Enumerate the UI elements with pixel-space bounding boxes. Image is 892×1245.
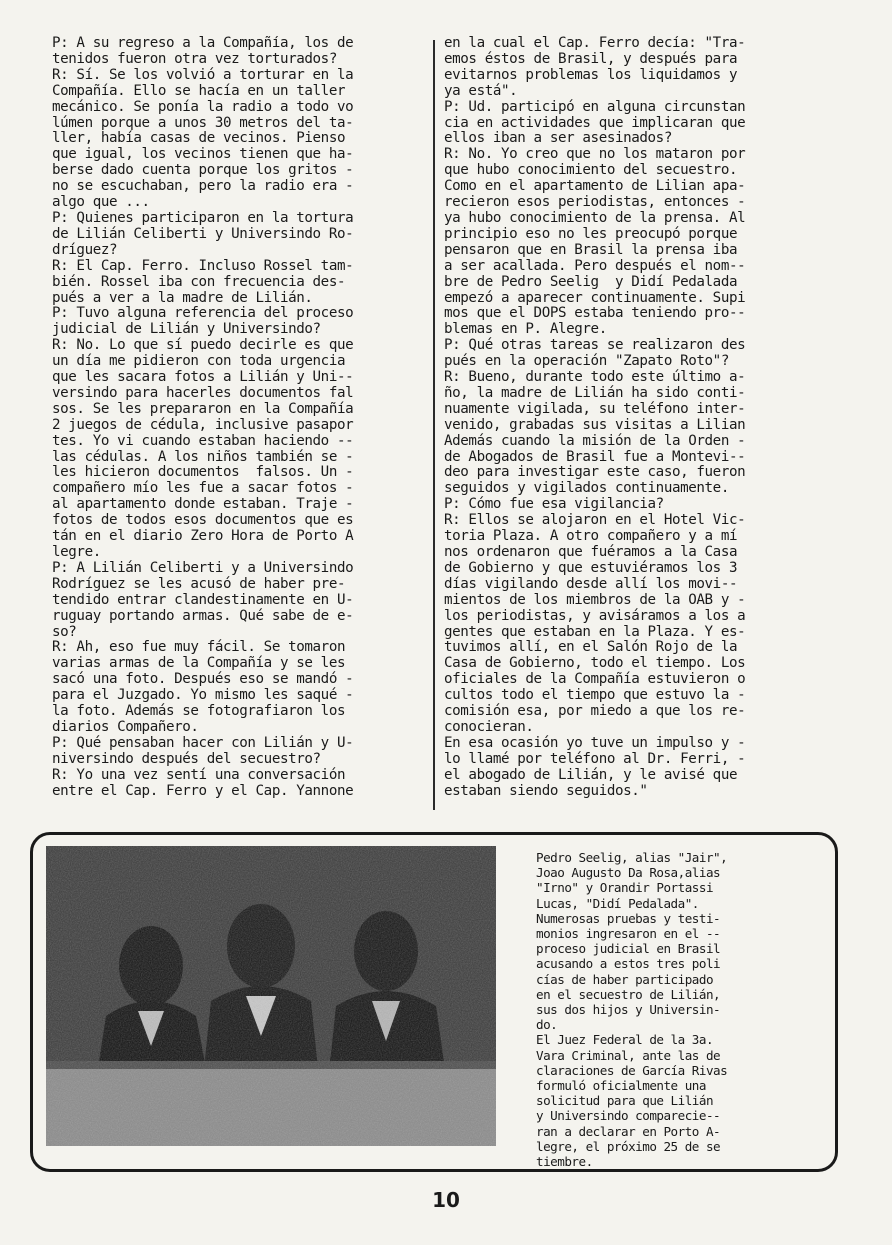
text-line: tán en el diario Zero Hora de Porto A	[52, 528, 354, 545]
text-line: Como en el apartamento de Lilian apa-	[444, 178, 746, 195]
text-line: evitarnos problemas los liquidamos y	[444, 66, 738, 83]
caption-line: Numerosas pruebas y testi-	[536, 910, 721, 926]
caption-line: Joao Augusto Da Rosa,alias	[536, 865, 721, 881]
text-line: mientos de los miembros de la OAB y -	[444, 591, 746, 608]
text-line: entre el Cap. Ferro y el Cap. Yannone	[52, 782, 354, 799]
text-line: bién. Rossel iba con frecuencia des-	[52, 273, 346, 290]
text-line: tes. Yo vi cuando estaban haciendo --	[52, 432, 354, 449]
caption-line: do.	[536, 1017, 558, 1033]
text-line: recieron esos periodistas, entonces -	[444, 194, 746, 211]
text-line: pensaron que en Brasil la prensa iba	[444, 241, 738, 258]
caption-line: solicitud para que Lilián	[536, 1093, 714, 1109]
text-line: versindo para hacerles documentos fal	[52, 384, 354, 401]
text-line: P: Qué pensaban hacer con Lilián y U-	[52, 734, 354, 751]
text-line: que igual, los vecinos tienen que ha-	[52, 146, 354, 163]
text-line: dríguez?	[52, 241, 118, 258]
text-line: R: El Cap. Ferro. Incluso Rossel tam-	[52, 257, 354, 274]
text-line: diarios Compañero.	[52, 718, 199, 735]
text-line: mecánico. Se ponía la radio a todo vo	[52, 98, 354, 115]
text-line: que les sacara fotos a Lilián y Uni--	[52, 369, 354, 386]
text-line: P: A su regreso a la Compañía, los de	[52, 36, 354, 51]
caption-line: formuló oficialmente una	[536, 1078, 706, 1094]
text-line: de Lilián Celiberti y Universindo Ro-	[52, 225, 354, 242]
text-line: empezó a aparecer continuamente. Supi	[444, 289, 746, 306]
text-line: blemas en P. Alegre.	[444, 321, 607, 338]
text-line: al apartamento donde estaban. Traje -	[52, 496, 354, 513]
text-line: conocieran.	[444, 718, 534, 735]
text-line: cultos todo el tiempo que estuvo la -	[444, 687, 746, 704]
text-line: pués en la operación "Zapato Roto"?	[444, 353, 729, 370]
text-line: nos ordenaron que fuéramos a la Casa	[444, 544, 738, 560]
text-line: la foto. Además se fotografiaron los	[52, 703, 346, 720]
text-line: un día me pidieron con toda urgencia	[52, 353, 346, 370]
text-line: ruguay portando armas. Qué sabe de e-	[52, 607, 354, 624]
text-line: niversindo después del secuestro?	[52, 750, 321, 767]
text-line: en la cual el Cap. Ferro decía: "Tra-	[444, 36, 746, 51]
text-line: sacó una foto. Después eso se mandó -	[52, 671, 354, 688]
caption-line: "Irno" y Orandir Portassi	[536, 880, 714, 896]
text-line: Casa de Gobierno, todo el tiempo. Los	[444, 655, 746, 672]
text-line: mos que el DOPS estaba teniendo pro--	[444, 305, 746, 322]
text-line: de Gobierno y que estuviéramos los 3	[444, 559, 738, 576]
text-line: el abogado de Lilián, y le avisé que	[444, 766, 738, 783]
text-line: P: A Lilián Celiberti y a Universindo	[52, 559, 354, 576]
text-line: R: No. Lo que sí puedo decirle es que	[52, 337, 354, 354]
caption-line: cías de haber participado	[536, 971, 714, 987]
text-line: berse dado cuenta porque los gritos -	[52, 162, 354, 179]
photo-caption	[536, 850, 836, 1169]
text-line: toria Plaza. A otro compañero y a mí	[444, 528, 738, 545]
caption-line: ran a declarar en Porto A-	[536, 1123, 721, 1139]
text-line: los periodistas, y avisáramos a los a	[444, 607, 746, 624]
text-line: lo llamé por teléfono al Dr. Ferri, -	[444, 750, 746, 767]
text-line: oficiales de la Compañía estuvieron o	[444, 671, 746, 688]
text-line: R: Sí. Se los volvió a torturar en la	[52, 66, 354, 83]
caption-line: Vara Criminal, ante las de	[536, 1047, 721, 1063]
text-line: para el Juzgado. Yo mismo les saqué -	[52, 687, 354, 704]
text-line: R: Yo una vez sentí una conversación	[52, 766, 346, 783]
caption-line: El Juez Federal de la 3a.	[536, 1032, 714, 1048]
text-line: Además cuando la misión de la Orden -	[444, 432, 746, 449]
text-line: algo que ...	[52, 194, 150, 211]
caption-line: acusando a estos tres poli	[536, 956, 721, 972]
text-line: tenidos fueron otra vez torturados?	[52, 50, 337, 67]
column-divider	[433, 40, 435, 810]
text-line: so?	[52, 623, 77, 640]
text-line: pués a ver a la madre de Lilián.	[52, 289, 313, 306]
text-line: ya está".	[444, 82, 518, 99]
caption-line: claraciones de García Rivas	[536, 1062, 728, 1078]
text-line: bre de Pedro Seelig y Didí Pedalada	[444, 273, 738, 290]
text-line: P: Tuvo alguna referencia del proceso	[52, 305, 354, 322]
text-line: P: Quienes participaron en la tortura	[52, 209, 354, 226]
text-line: tendido entrar clandestinamente en U-	[52, 591, 354, 608]
text-line: 2 juegos de cédula, inclusive pasapor	[52, 416, 354, 433]
text-line: R: Bueno, durante todo este último a-	[444, 369, 746, 386]
text-line: días vigilando desde allí los movi--	[444, 575, 738, 592]
text-line: ya hubo conocimiento de la prensa. Al	[444, 209, 746, 226]
text-line: judicial de Lilián y Universindo?	[52, 321, 321, 338]
text-line: Compañía. Ello se hacía en un taller	[52, 82, 346, 99]
caption-line: legre, el próximo 25 de se	[536, 1138, 721, 1154]
text-line: no se escuchaban, pero la radio era -	[52, 178, 354, 195]
text-line: ño, la madre de Lilián ha sido conti-	[444, 384, 746, 401]
text-line: sos. Se les prepararon en la Compañía	[52, 400, 354, 417]
text-line: estaban siendo seguidos."	[444, 782, 648, 799]
text-line: gentes que estaban en la Plaza. Y es-	[444, 623, 746, 640]
text-line: las cédulas. A los niños también se -	[52, 448, 354, 465]
text-line: venido, grabadas sus visitas a Lilian	[444, 416, 746, 433]
text-line: comisión esa, por miedo a que los re-	[444, 703, 746, 720]
text-line: compañero mío les fue a sacar fotos -	[52, 480, 354, 497]
text-line: fotos de todos esos documentos que es	[52, 512, 354, 529]
text-line: principio eso no les preocupó porque	[444, 225, 738, 242]
caption-line: Pedro Seelig, alias "Jair",	[536, 850, 728, 865]
interview-column-left	[52, 36, 424, 811]
text-line: les hicieron documentos falsos. Un -	[52, 464, 354, 481]
caption-line: y Universindo comparecie--	[536, 1108, 721, 1124]
text-line: tuvimos allí, en el Salón Rojo de la	[444, 639, 738, 656]
text-line: En esa ocasión yo tuve un impulso y -	[444, 734, 746, 751]
text-line: deo para investigar este caso, fueron	[444, 464, 746, 481]
text-line: seguidos y vigilados continuamente.	[444, 480, 729, 497]
text-line: R: Ah, eso fue muy fácil. Se tomaron	[52, 639, 346, 656]
text-line: que hubo conocimiento del secuestro.	[444, 162, 738, 179]
caption-line: en el secuestro de Lilián,	[536, 986, 721, 1002]
text-line: emos éstos de Brasil, y después para	[444, 50, 738, 67]
text-line: ller, había casas de vecinos. Pienso	[52, 130, 346, 147]
text-line: nuamente vigilada, su teléfono inter-	[444, 400, 746, 417]
page-number: 10	[432, 1188, 460, 1212]
text-line: legre.	[52, 544, 101, 560]
caption-line: sus dos hijos y Universin-	[536, 1002, 721, 1018]
text-line: ellos iban a ser asesinados?	[444, 130, 672, 147]
caption-line: Lucas, "Didí Pedalada".	[536, 895, 699, 911]
text-line: R: No. Yo creo que no los mataron por	[444, 146, 746, 163]
text-line: P: Qué otras tareas se realizaron des	[444, 337, 746, 354]
text-line: P: Cómo fue esa vigilancia?	[444, 496, 664, 513]
caption-line: monios ingresaron en el --	[536, 926, 721, 942]
text-line: de Abogados de Brasil fue a Montevi--	[444, 448, 746, 465]
text-line: P: Ud. participó en alguna circunstan	[444, 98, 746, 115]
text-line: a ser acallada. Pero después el nom--	[444, 257, 746, 274]
text-line: lúmen porque a unos 30 metros del ta-	[52, 114, 354, 131]
text-line: varias armas de la Compañía y se les	[52, 655, 346, 672]
text-line: R: Ellos se alojaron en el Hotel Vic-	[444, 512, 746, 529]
caption-line: tiembre.	[536, 1154, 593, 1170]
text-line: Rodríguez se les acusó de haber pre-	[52, 575, 346, 592]
caption-line: proceso judicial en Brasil	[536, 941, 721, 957]
text-line: cia en actividades que implicaran que	[444, 114, 746, 131]
interview-column-right	[444, 36, 844, 811]
police-officers-photo	[46, 846, 496, 1146]
